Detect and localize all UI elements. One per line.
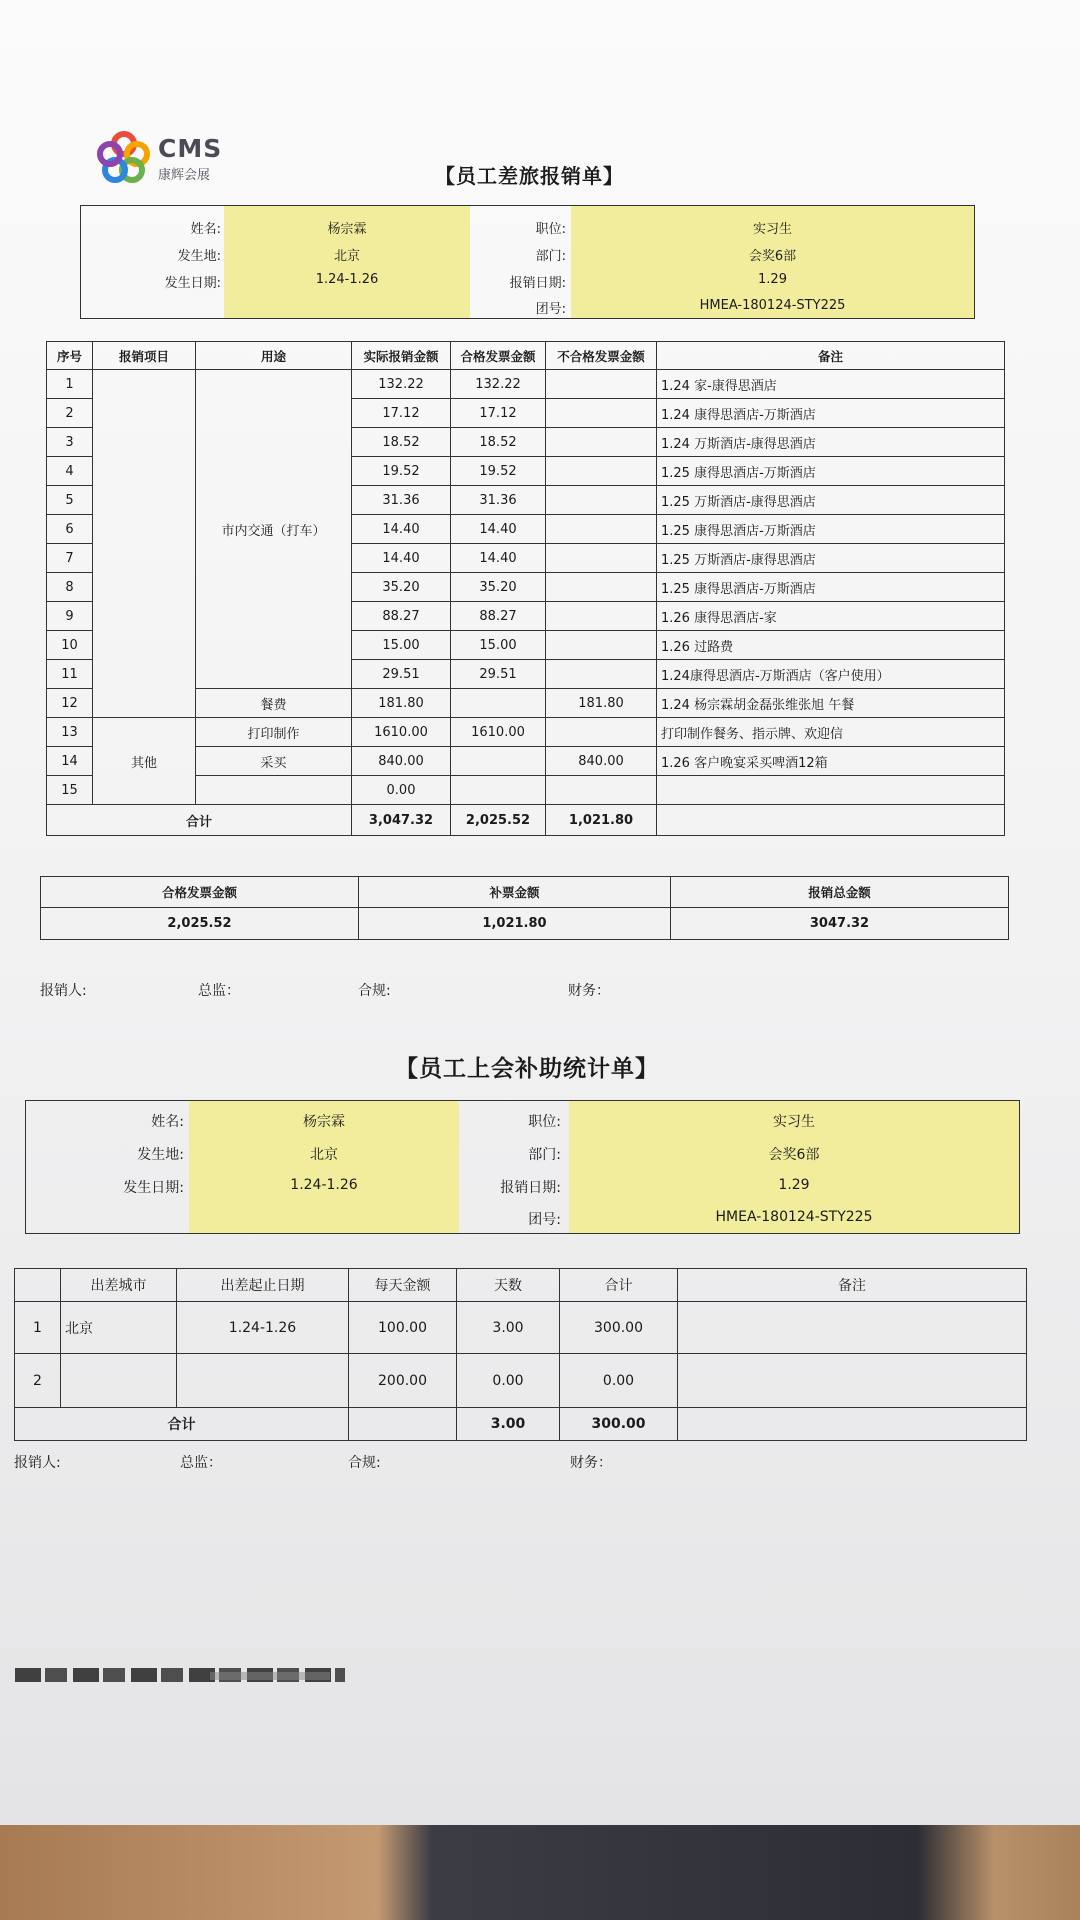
form1-sign-director: 总监： [198, 983, 240, 999]
row-remark: 1.24康得思酒店-万斯酒店（客户使用） [657, 660, 1005, 689]
form1-position-label: 职位: [535, 222, 566, 237]
row-unqualified [546, 573, 657, 602]
f2-header-remark: 备注 [678, 1269, 1027, 1302]
f2-row-city [61, 1354, 177, 1408]
form1-info-box [80, 205, 975, 319]
f2-row-daily: 200.00 [349, 1354, 457, 1408]
total-label: 合计 [47, 805, 352, 836]
table-row [15, 1302, 1027, 1354]
table-row [15, 1354, 1027, 1408]
form1-dept-label: 部门: [535, 249, 566, 264]
row-qualified: 1610.00 [451, 718, 546, 747]
f2-header-city: 出差城市 [61, 1269, 177, 1302]
table-row [47, 718, 1005, 747]
form1-header-row [47, 342, 1005, 370]
f2-total-daily-empty [349, 1408, 457, 1441]
row-usage: 餐费 [196, 689, 352, 718]
row-actual: 14.40 [352, 515, 451, 544]
form1-summary-table [40, 876, 1009, 940]
form1-sign-compliance: 合规: [358, 983, 391, 999]
form1-sign-finance: 财务： [568, 983, 610, 999]
f2-header-days: 天数 [457, 1269, 560, 1302]
row-unqualified [546, 631, 657, 660]
row-usage [196, 776, 352, 805]
row-no: 6 [47, 515, 93, 544]
f2-header-no [15, 1269, 61, 1302]
row-actual: 88.27 [352, 602, 451, 631]
summary-supplement-value: 1,021.80 [359, 908, 671, 940]
table-row [47, 370, 1005, 399]
item-cell-empty [93, 370, 196, 718]
form1-title: 【员工差旅报销单】 [435, 164, 624, 188]
row-qualified: 14.40 [451, 515, 546, 544]
row-qualified: 17.12 [451, 399, 546, 428]
row-qualified [451, 689, 546, 718]
row-unqualified [546, 370, 657, 399]
row-actual: 35.20 [352, 573, 451, 602]
form1-place-value: 北京 [333, 249, 360, 264]
other-item-cell: 其他 [93, 718, 196, 805]
row-no: 1 [47, 370, 93, 399]
summary-qualified-label: 合格发票金额 [41, 877, 359, 908]
form1-expense-table [46, 341, 1005, 836]
row-actual: 181.80 [352, 689, 451, 718]
total-qualified: 2,025.52 [451, 805, 546, 836]
row-remark: 1.25 万斯酒店-康得思酒店 [657, 486, 1005, 515]
row-actual: 840.00 [352, 747, 451, 776]
row-remark: 1.24 康得思酒店-万斯酒店 [657, 399, 1005, 428]
row-qualified: 15.00 [451, 631, 546, 660]
row-no: 8 [47, 573, 93, 602]
row-qualified: 14.40 [451, 544, 546, 573]
row-unqualified [546, 457, 657, 486]
form1-place-label: 发生地: [177, 249, 221, 264]
form2-sign-claimant: 报销人: [14, 1455, 61, 1471]
form1-claim-date-label: 报销日期: [509, 276, 566, 291]
form2-name-value: 杨宗霖 [303, 1114, 345, 1130]
row-no: 3 [47, 428, 93, 457]
row-no: 9 [47, 602, 93, 631]
row-no: 13 [47, 718, 93, 747]
row-remark: 打印制作餐务、指示牌、欢迎信 [657, 718, 1005, 747]
header-remark: 备注 [657, 342, 1005, 370]
row-unqualified [546, 776, 657, 805]
f2-total-days: 3.00 [457, 1408, 560, 1441]
form2-sign-finance: 财务： [570, 1455, 612, 1471]
form1-group-value: HMEA-180124-STY225 [699, 298, 846, 313]
form2-info-box [25, 1100, 1020, 1234]
f2-row-city: 北京 [61, 1302, 177, 1354]
row-qualified: 88.27 [451, 602, 546, 631]
f2-row-dates [177, 1354, 349, 1408]
row-remark: 1.24 杨宗霖胡金磊张维张旭 午餐 [657, 689, 1005, 718]
row-remark: 1.25 康得思酒店-万斯酒店 [657, 515, 1005, 544]
form2-position-value: 实习生 [773, 1114, 815, 1130]
f2-row-no: 2 [15, 1354, 61, 1408]
f2-row-no: 1 [15, 1302, 61, 1354]
row-remark: 1.25 康得思酒店-万斯酒店 [657, 573, 1005, 602]
row-no: 11 [47, 660, 93, 689]
row-usage: 打印制作 [196, 718, 352, 747]
f2-row-remark [678, 1302, 1027, 1354]
row-no: 10 [47, 631, 93, 660]
row-qualified: 29.51 [451, 660, 546, 689]
row-qualified: 18.52 [451, 428, 546, 457]
form2-allowance-table [14, 1268, 1027, 1441]
form2-group-value: HMEA-180124-STY225 [715, 1209, 873, 1225]
f2-row-days: 0.00 [457, 1354, 560, 1408]
row-unqualified [546, 544, 657, 573]
form1-dept-value: 会奖6部 [748, 249, 797, 264]
form2-claim-date-value: 1.29 [778, 1177, 810, 1193]
f2-total-amount: 300.00 [560, 1408, 678, 1441]
row-unqualified: 840.00 [546, 747, 657, 776]
form2-claim-date-label: 报销日期: [500, 1180, 561, 1196]
row-remark [657, 776, 1005, 805]
row-actual: 132.22 [352, 370, 451, 399]
form1-position-value: 实习生 [752, 222, 792, 237]
form2-dept-label: 部门: [528, 1147, 561, 1163]
total-unqualified: 1,021.80 [546, 805, 657, 836]
row-no: 15 [47, 776, 93, 805]
row-remark: 1.24 家-康得思酒店 [657, 370, 1005, 399]
row-qualified: 35.20 [451, 573, 546, 602]
row-remark: 1.26 康得思酒店-家 [657, 602, 1005, 631]
row-qualified: 19.52 [451, 457, 546, 486]
row-actual: 1610.00 [352, 718, 451, 747]
f2-row-dates: 1.24-1.26 [177, 1302, 349, 1354]
header-usage: 用途 [196, 342, 352, 370]
row-unqualified [546, 399, 657, 428]
f2-header-total: 合计 [560, 1269, 678, 1302]
summary-total-label: 报销总金额 [671, 877, 1009, 908]
form2-place-value: 北京 [310, 1147, 338, 1163]
form1-total-row [47, 805, 1005, 836]
summary-supplement-label: 补票金额 [359, 877, 671, 908]
form2-total-row [15, 1408, 1027, 1441]
row-remark: 1.25 万斯酒店-康得思酒店 [657, 544, 1005, 573]
row-remark: 1.26 过路费 [657, 631, 1005, 660]
row-remark: 1.25 康得思酒店-万斯酒店 [657, 457, 1005, 486]
summary-qualified-value: 2,025.52 [41, 908, 359, 940]
f2-row-remark [678, 1354, 1027, 1408]
header-actual: 实际报销金额 [352, 342, 451, 370]
row-unqualified [546, 428, 657, 457]
row-no: 4 [47, 457, 93, 486]
form2-sign-compliance: 合规: [348, 1455, 381, 1471]
f2-total-remark-empty [678, 1408, 1027, 1441]
total-remark-empty [657, 805, 1005, 836]
form2-date-value: 1.24-1.26 [290, 1177, 358, 1193]
form2-group-label: 团号: [528, 1212, 561, 1228]
row-qualified: 132.22 [451, 370, 546, 399]
row-qualified [451, 776, 546, 805]
f2-row-total: 0.00 [560, 1354, 678, 1408]
row-remark: 1.26 客户晚宴采买啤酒12箱 [657, 747, 1005, 776]
form1-date-label: 发生日期: [164, 276, 221, 291]
row-unqualified [546, 515, 657, 544]
form2-sign-director: 总监： [180, 1455, 222, 1471]
header-qualified: 合格发票金额 [451, 342, 546, 370]
row-no: 5 [47, 486, 93, 515]
floor-background [0, 1820, 1080, 1920]
row-unqualified [546, 486, 657, 515]
row-qualified: 31.36 [451, 486, 546, 515]
row-no: 2 [47, 399, 93, 428]
f2-row-days: 3.00 [457, 1302, 560, 1354]
logo-name: 康辉会展 [158, 168, 211, 183]
row-no: 12 [47, 689, 93, 718]
row-usage: 采买 [196, 747, 352, 776]
taxi-usage-cell: 市内交通（打车） [196, 370, 352, 689]
row-actual: 18.52 [352, 428, 451, 457]
row-unqualified [546, 660, 657, 689]
form1-claim-date-value: 1.29 [758, 272, 787, 287]
form2-name-label: 姓名: [151, 1114, 184, 1130]
row-unqualified [546, 602, 657, 631]
company-logo [96, 130, 236, 190]
f2-header-dates: 出差起止日期 [177, 1269, 349, 1302]
row-actual: 14.40 [352, 544, 451, 573]
header-no: 序号 [47, 342, 93, 370]
row-unqualified: 181.80 [546, 689, 657, 718]
form1-name-value: 杨宗霖 [327, 222, 367, 237]
form2-place-label: 发生地: [137, 1147, 184, 1163]
f2-row-total: 300.00 [560, 1302, 678, 1354]
row-actual: 19.52 [352, 457, 451, 486]
row-actual: 17.12 [352, 399, 451, 428]
form1-name-label: 姓名: [190, 222, 221, 237]
form2-dept-value: 会奖6部 [768, 1147, 820, 1163]
header-unqualified: 不合格发票金额 [546, 342, 657, 370]
form2-title: 【员工上会补助统计单】 [395, 1056, 659, 1082]
form1-date-value: 1.24-1.26 [315, 272, 379, 287]
row-qualified [451, 747, 546, 776]
form1-group-label: 团号: [535, 302, 566, 317]
total-actual: 3,047.32 [352, 805, 451, 836]
logo-brand: CMS [158, 134, 223, 163]
form2-date-label: 发生日期: [123, 1180, 184, 1196]
header-item: 报销项目 [93, 342, 196, 370]
row-no: 14 [47, 747, 93, 776]
row-actual: 29.51 [352, 660, 451, 689]
f2-header-daily: 每天金额 [349, 1269, 457, 1302]
row-actual: 31.36 [352, 486, 451, 515]
f2-total-label: 合计 [15, 1408, 349, 1441]
row-actual: 0.00 [352, 776, 451, 805]
row-unqualified [546, 718, 657, 747]
f2-row-daily: 100.00 [349, 1302, 457, 1354]
row-remark: 1.24 万斯酒店-康得思酒店 [657, 428, 1005, 457]
summary-total-value: 3047.32 [671, 908, 1009, 940]
row-actual: 15.00 [352, 631, 451, 660]
logo-flower-icon [96, 130, 152, 186]
form1-sign-claimant: 报销人: [40, 983, 87, 999]
form2-position-label: 职位: [528, 1114, 561, 1130]
row-no: 7 [47, 544, 93, 573]
bleed-through-text-faint [210, 1672, 330, 1680]
